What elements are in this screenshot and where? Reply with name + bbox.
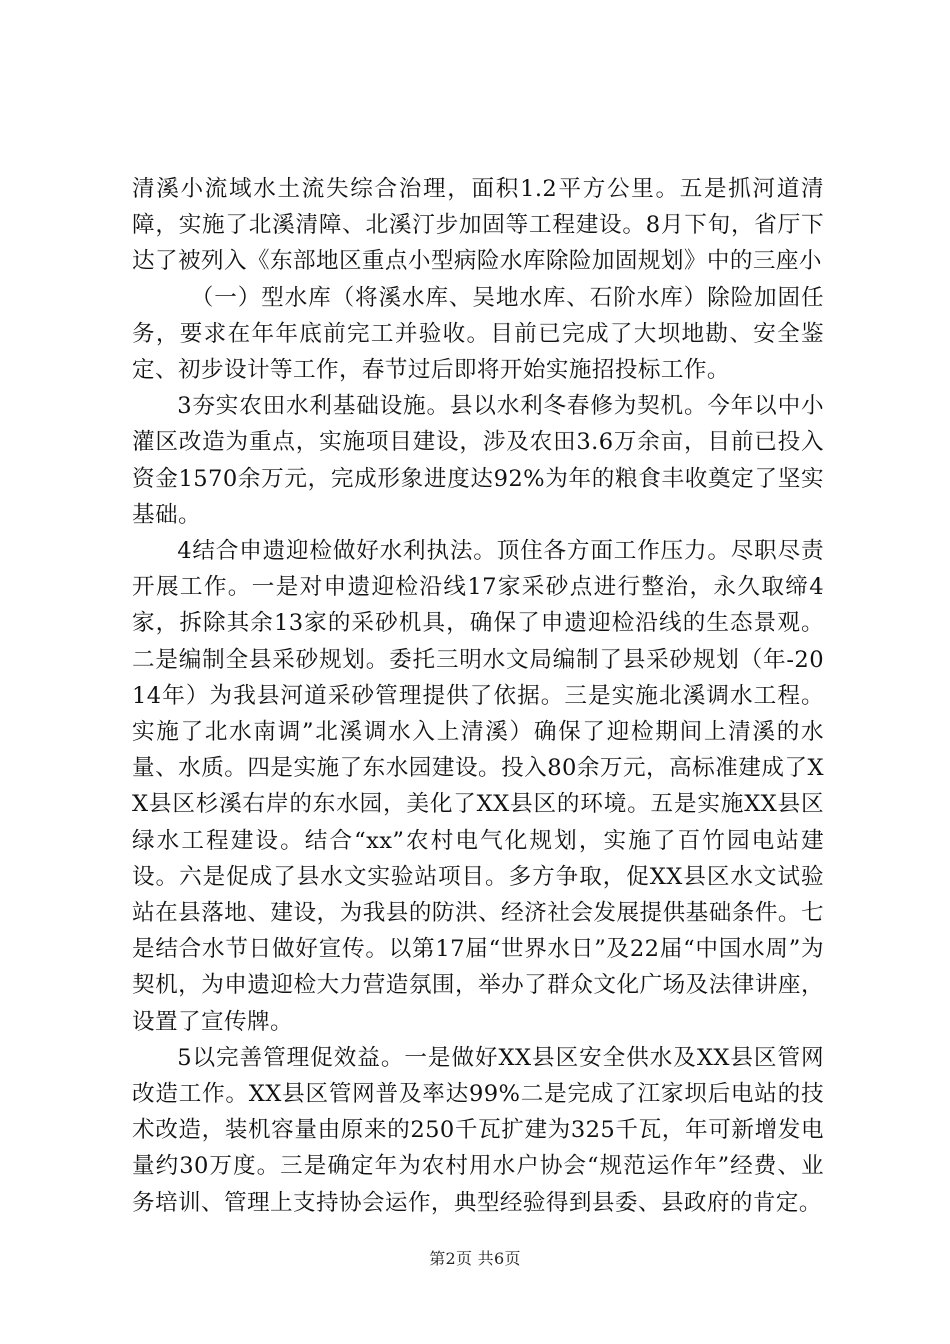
paragraph-continuation: 清溪小流域水土流失综合治理，面积1.2平方公里。五是抓河道清障，实施了北溪清障、北溪汀步加固等工程建设。8月下旬，省厅下达了被列入《东部地区重点小型病险水库除险加固规划》中的三座小: [132, 176, 824, 275]
paragraph-reservoir-task: （一）型水库（将溪水库、吴地水库、石阶水库）除险加固任务，要求在年年底前完工并验收。目前已完成了大坝地勘、安全鉴定、初步设计等工作，春节过后即将开始实施招投标工作。: [132, 284, 824, 384]
page-number: 第2页 共6页: [429, 1249, 521, 1268]
document-body: [132, 171, 824, 1221]
paragraph-farmland-irrigation: 3夯实农田水利基础设施。县以水利冬春修为契机。今年以中小灌区改造为重点，实施项目建设，涉及农田3.6万余亩，目前已投入资金1570余万元，完成形象进度达92%为年的粮食丰收奠定了坚实基础。: [132, 393, 824, 528]
page-footer: [0, 1246, 950, 1269]
paragraph-management-efficiency: 5以完善管理促效益。一是做好XX县区安全供水及XX县区管网改造工作。XX县区管网普及率达99%二是完成了江家坝后电站的技术改造，装机容量由原来的250千瓦扩建为325千瓦，年可新增发电量约30万度。三是确定年为农村用水户协会“规范运作年”经费、业务培训、管理上支持协会运作，典型经验得到县委、县政府的肯定。: [132, 1044, 824, 1216]
paragraph-water-law-enforcement: 4结合申遗迎检做好水利执法。顶住各方面工作压力。尽职尽责开展工作。一是对申遗迎检沿线17家采砂点进行整治，永久取缔4家，拆除其余13家的采砂机具，确保了申遗迎检沿线的生态景观。二是编制全县采砂规划。委托三明水文局编制了县采砂规划（年-2014年）为我县河道采砂管理提供了依据。三是实施北溪调水工程。实施了北水南调”北溪调水入上清溪）确保了迎检期间上清溪的水量、水质。四是实施了东水园建设。投入80余万元，高标准建成了XX县区杉溪右岸的东水园，美化了XX县区的环境。五是实施XX县区绿水工程建设。结合“xx”农村电气化规划，实施了百竹园电站建设。六是促成了县水文实验站项目。多方争取，促XX县区水文试验站在县落地、建设，为我县的防洪、经济社会发展提供基础条件。七是结合水节日做好宣传。以第17届“世界水日”及22届“中国水周”为契机，为申遗迎检大力营造氛围，举办了群众文化广场及法律讲座，设置了宣传牌。: [132, 538, 824, 1035]
